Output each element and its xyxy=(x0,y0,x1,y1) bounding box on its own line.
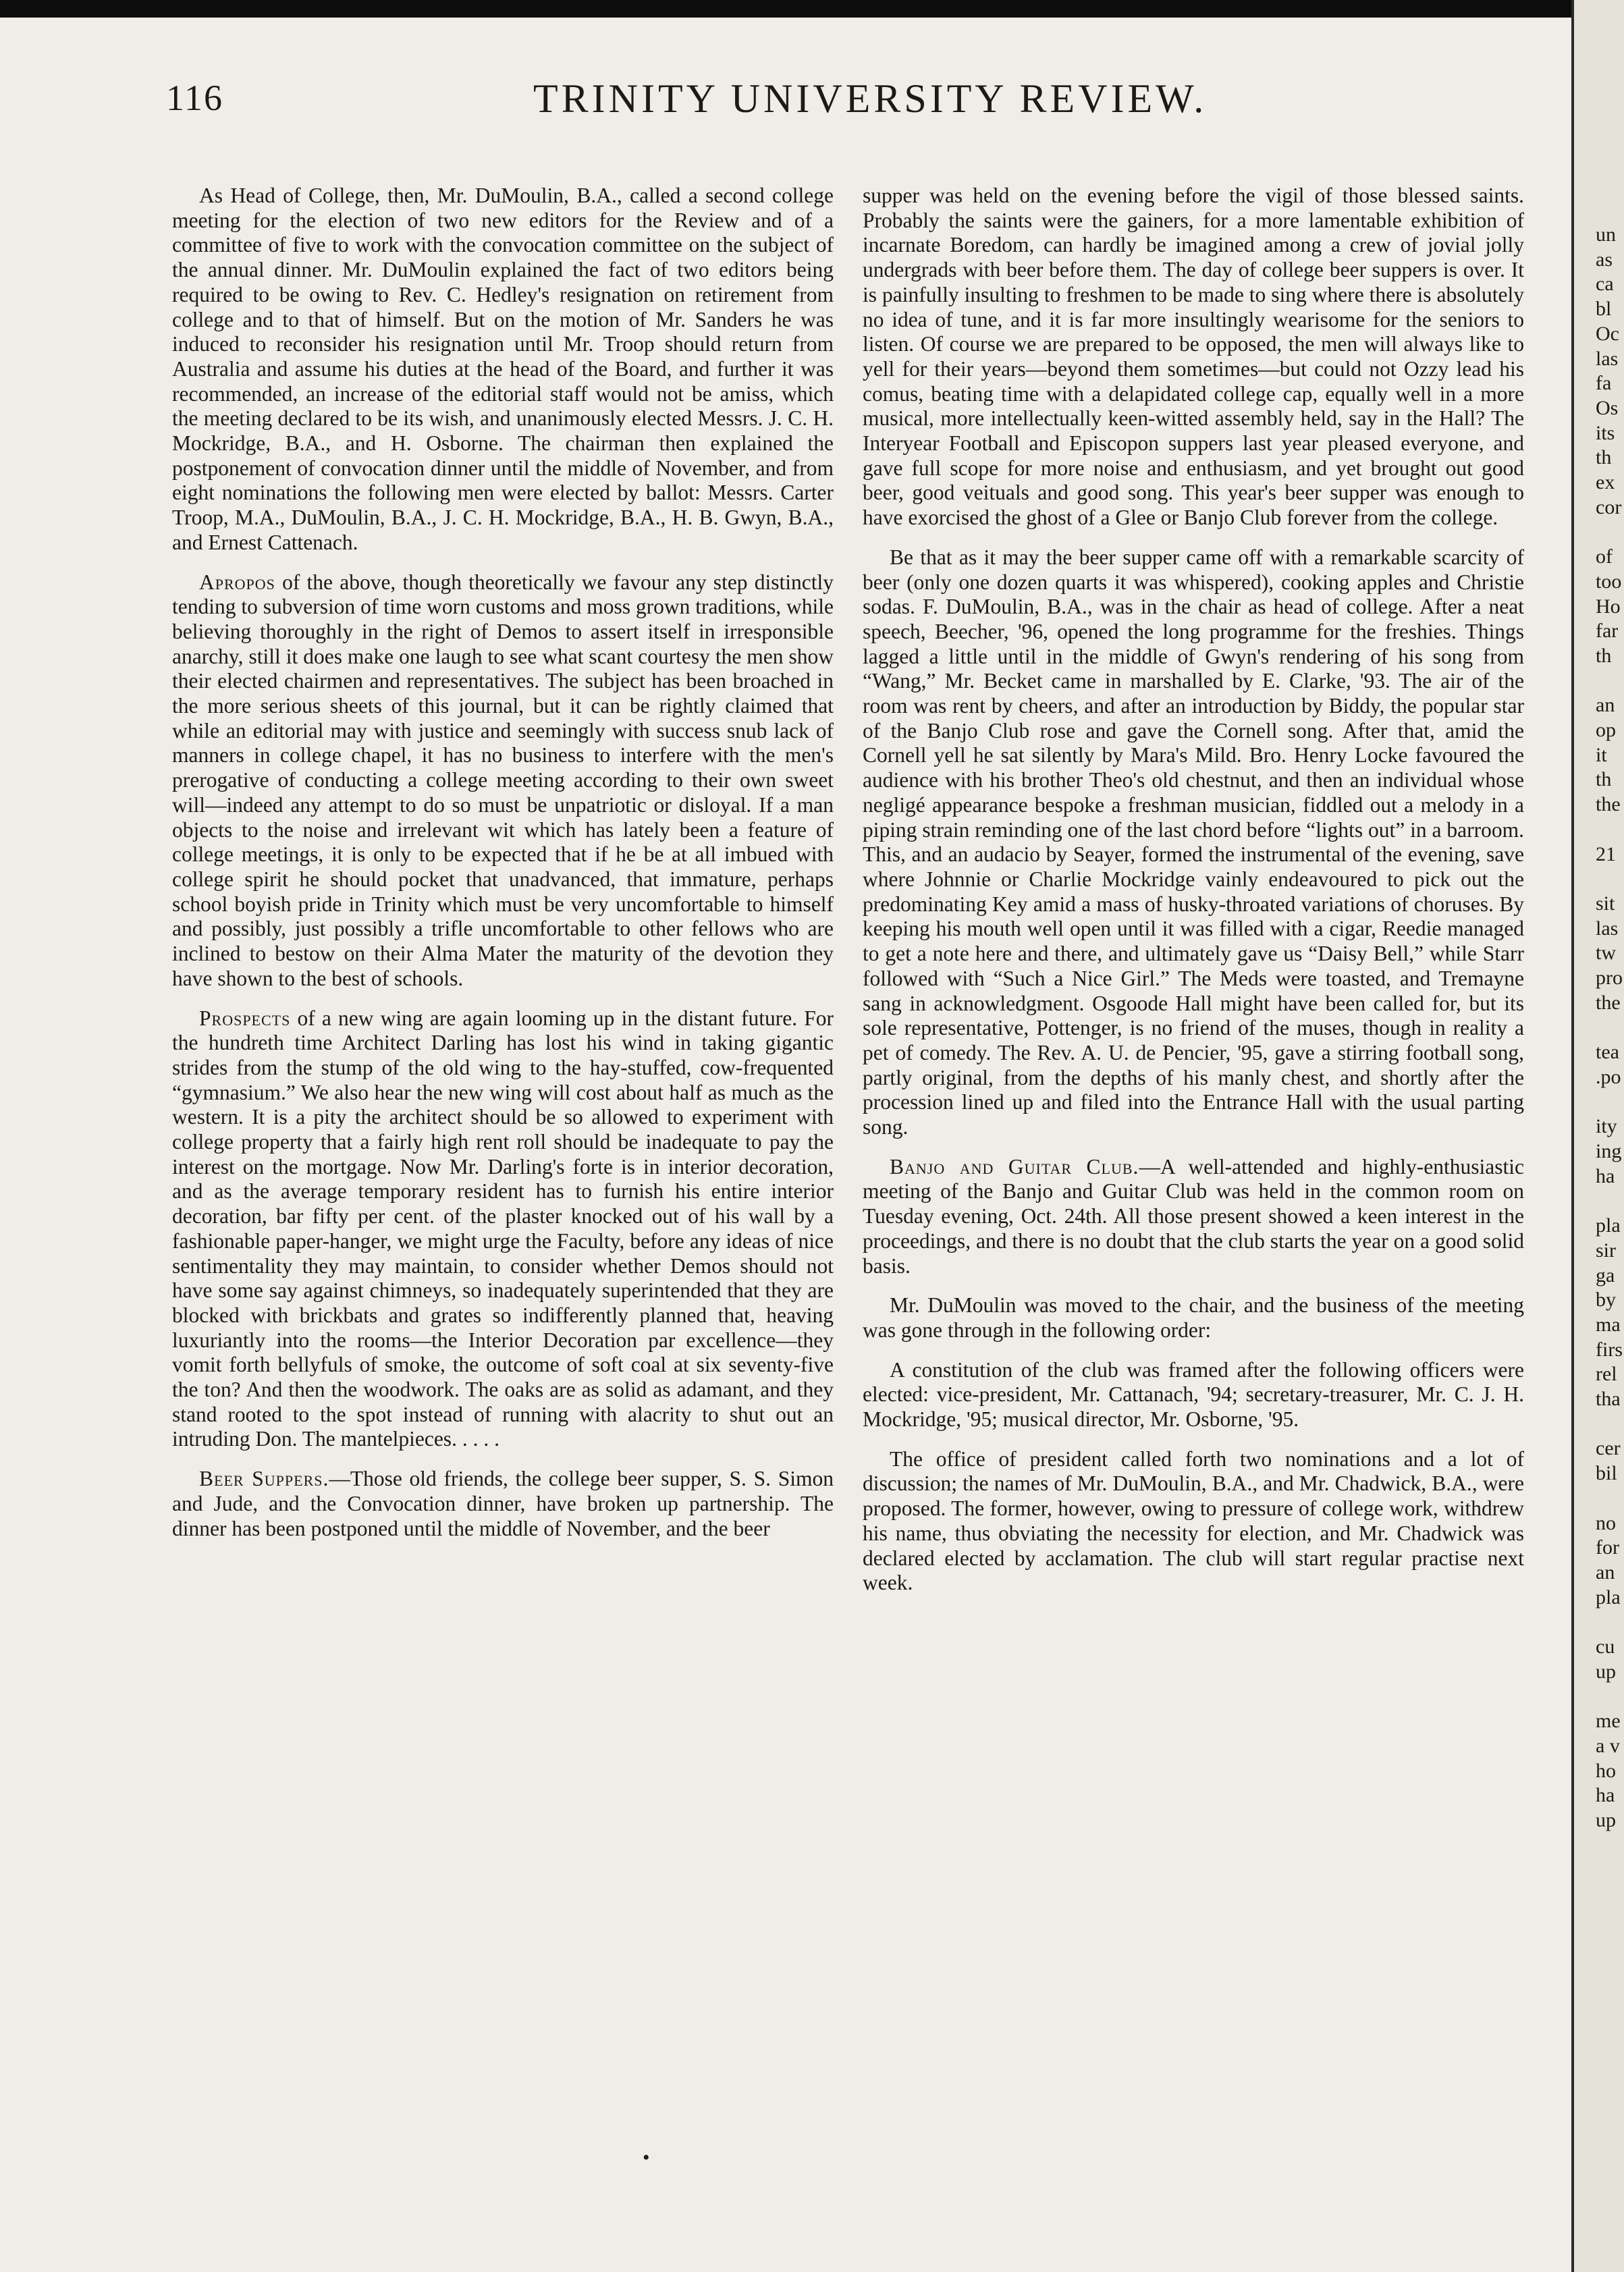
paragraph-banjo-club: Banjo and Guitar Club.—A well-attended and highly-enthusiastic meeting of the Banjo and Guitar Club was held in the common room on Tuesday evening, Oct. 24th. All those present showed a keen interest in the proceedings, and there is no doubt that the club starts the year on a good solid basis. xyxy=(863,1154,1525,1278)
paragraph-prospects: Prospects of a new wing are again looming up in the distant future. For the hundreth time Architect Darling has lost his wind in taking gigantic strides from the stump of the old wing to the hay-stuffed, cow-frequented “gymnasium.” We also hear the new wing will cost about half as much as the western. It is a pity the architect should be so allowed to experiment with college property that a fairly high rent roll should be inadequate to pay the interest on the mortgage. Now Mr. Darling's forte is in interior decoration, and as the average temporary resident has to furnish his entire interior decoration, bar fifty per cent. of the plaster knocked out of his wall by a fashionable paper-hanger, we might urge the Faculty, before any ideas of nice sentimentality they may maintain, to consider whether Demos should not have some say against chimneys, so inadequately superintended that they are blocked with brickbats and grates so indifferently planned that, heaving luxuriantly into the rooms—the Interior Decoration par excellence—they vomit forth bellyfuls of smoke, the outcome of soft coal at six seventy-five the ton? And then the woodwork. The oaks are as solid as adamant, and they stand rooted to the spot instead of running with alacrity to shut out an intruding Don. The mantelpieces. . . . . xyxy=(172,1006,834,1451)
run-in-head: Beer Suppers. xyxy=(199,1467,329,1491)
scan-top-edge xyxy=(0,0,1624,18)
paragraph-president: The office of president called forth two nominations and a lot of discussion; the names of Mr. DuMoulin, B.A., and Mr. Chadwick, B.A., were proposed. The former, however, owing to pressure of college work, withdrew his name, thus obviating the necessity for election, and Mr. Chadwick was declared elected by acclamation. The club will start regular practise next week. xyxy=(863,1446,1524,1595)
left-column xyxy=(172,184,834,1556)
facing-page-margin-text: un as ca bl Oc las fa Os its th ex cor of too Ho far th an op it th the 21 sit las tw pro the tea .po ity ing ha pla sir ga by ma firs rel tha cer bil no for an pla cu up me a v ho ha up xyxy=(1596,223,1623,1831)
running-head-title: TRINITY UNIVERSITY REVIEW. xyxy=(533,76,1208,121)
run-in-head: Apropos xyxy=(199,570,275,594)
paragraph-chair: Mr. DuMoulin was moved to the chair, and the business of the meeting was gone through in the following order: xyxy=(863,1293,1524,1342)
paragraph-beer-suppers: Beer Suppers.—Those old friends, the college beer supper, S. S. Simon and Jude, and the Convocation dinner, have broken up partnership. The dinner has been postponed until the middle of November, and the beer xyxy=(172,1467,834,1540)
paragraph-beer-supper-report: Be that as it may the beer supper came off with a remarkable scarcity of beer (only one dozen quarts it was whispered), cooking apples and Christie sodas. F. DuMoulin, B.A., was in the chair as head of college. After a neat speech, Beecher, '96, opened the long programme for the freshies. Things lagged a little until in the middle of Gwyn's rendering of his song from “Wang,” Mr. Becket came in marshalled by E. Clarke, '93. The air of the room was rent by cheers, and after an introduction by Biddy, the popular star of the Banjo Club rose and gave the Cornell song. After that, amid the Cornell yell he sat silently by Mara's Mild. Bro. Henry Locke favoured the audience with his brother Theo's old chestnut, and then an individual whose negligé appearance bespoke a freshman musician, fiddled out a melody in a piping strain reminding one of the last chord before “lights out” in a barroom. This, and an audacio by Seayer, formed the instrumental of the evening, save where Johnnie or Charlie Mockridge vainly endeavoured to pick out the predominating Key amid a mass of husky-throated variations of choruses. By keeping his mouth well open until it was filled with a cigar, Reedie managed to get a note here and there, and ultimately gave us “Daisy Bell,” while Starr followed with “Such a Nice Girl.” The Meds were toasted, and Tremayne sang in acknowledgment. Osgoode Hall might have been called for, but its sole representative, Pottenger, is no friend of the muses, though in reality a pet of comedy. The Rev. A. U. de Pencier, '95, gave a stirring football song, partly original, from the depths of his manly chest, and shortly after the procession lined up and filed into the Entrance Hall with the usual parting song. xyxy=(863,545,1524,1139)
footer-mark: • xyxy=(643,2146,650,2169)
paragraph-constitution: A constitution of the club was framed after the following officers were elected: vice-president, Mr. Cattanach, '94; secretary-treasurer, Mr. C. J. H. Mockridge, '95; musical director, Mr. Osborne, '95. xyxy=(863,1357,1524,1432)
paragraph-beer-supper-continued: supper was held on the evening before the vigil of those blessed saints. Probably the saints were the gainers, for a more lamentable exhibition of incarnate Boredom, can hardly be imagined among a crew of jovial jolly undergrads with beer before them. The day of college beer suppers is over. It is painfully insulting to freshmen to be made to sing where there is absolutely no idea of tune, and it is far more insultingly wearisome for the seniors to listen. Of course we are prepared to be opposed, the men will always like to yell for their years—beyond them sometimes—but could not Ozzy lead his comus, beating time with a delapidated college cap, equally well in a more musical, more intellectually keen-witted assembly held, say in the Hall? The Interyear Football and Episcopon suppers last year pleased everyone, and gave full scope for more noise and enthusiasm, and yet brought out good beer, good veituals and good song. This year's beer supper was enough to have exorcised the ghost of a Glee or Banjo Club forever from the college. xyxy=(863,184,1524,530)
paragraph-head-of-college: As Head of College, then, Mr. DuMoulin, B.A., called a second college meeting for the election of two new editors for the Review and of a committee of five to work with the convocation committee on the subject of the annual dinner. Mr. DuMoulin explained the fact of two editors being required to be owing to Rev. C. Hedley's resignation on retirement from college and to that of himself. But on the motion of Mr. Sanders he was induced to reconsider his resignation until Mr. Troop should return from Australia and assume his duties at the head of the Board, and further it was recommended, an increase of the editorial staff would not be amiss, which the meeting declared to be its wish, and unanimously elected Messrs. J. C. H. Mockridge, B.A., and H. Osborne. The chairman then explained the postponement of convocation dinner until the middle of November, and from eight nominations the following men were elected by ballot: Messrs. Carter Troop, M.A., DuMoulin, B.A., J. C. H. Mockridge, B.A., H. B. Gwyn, B.A., and Ernest Cattenach. xyxy=(172,184,834,554)
run-in-head: Banjo and Guitar Club. xyxy=(890,1154,1139,1179)
run-in-head: Prospects xyxy=(199,1006,291,1030)
right-column xyxy=(863,184,1524,1611)
paragraph-apropos: Apropos of the above, though theoretically we favour any step distinctly tending to subversion of time worn customs and moss grown traditions, while believing thoroughly in the right of Demos to assert itself in irresponsible anarchy, still it does make one laugh to see what scant courtesy the men show their elected chairmen and representatives. The subject has been broached in the more serious sheets of this journal, but it can be rightly claimed that while an editorial may with justice and seemingly with success snub lack of manners in college chapel, it has no business to interfere with the men's prerogative of conducting a college meeting according to their own sweet will—indeed any attempt to do so must be unpatriotic or disloyal. If a man objects to the noise and irrelevant wit which has lately been a feature of college meetings, it is only to be expected that if he be at all imbued with college spirit he should pocket that unadvanced, that immature, perhaps school boyish pride in Trinity which must be very uncomfortable to himself and possibly, just possibly a trifle uncomfortable to other fellows who are inclined to bestow on their Alma Mater the maturity of the devotion they have shown to the best of schools. xyxy=(172,570,834,990)
page-number: 116 xyxy=(166,78,223,118)
